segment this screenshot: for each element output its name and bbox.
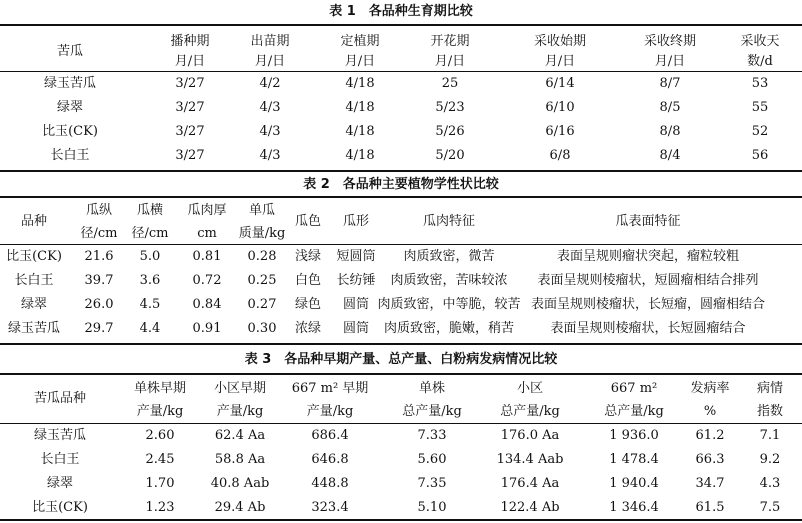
table1-data-cell: 4/2 — [259, 76, 281, 91]
table1-data-cell: 5/20 — [435, 148, 465, 163]
table3-data-cell: 7.5 — [759, 500, 781, 515]
table3-header-unit: 产量/kg — [136, 404, 184, 419]
table2-data-cell: 0.27 — [247, 297, 277, 312]
table1-header-cell: 采收天 — [740, 34, 780, 49]
table3-data-cell: 2.45 — [145, 452, 175, 467]
table3-bottom-rule — [0, 519, 802, 521]
table1-data-cell: 4/3 — [259, 148, 281, 163]
table1-bottom-rule — [0, 170, 802, 172]
table3-data-cell: 1 478.4 — [609, 452, 659, 467]
table1-header-cell: 出苗期 — [250, 34, 290, 49]
table3-data-cell: 绿翠 — [46, 476, 74, 491]
table2-data-cell: 21.6 — [84, 249, 114, 264]
table3-header-unit: 产量/kg — [306, 404, 354, 419]
table3-data-cell: 29.4 Ab — [214, 500, 266, 515]
table3-header-cell: 单株早期 — [133, 381, 187, 396]
table3-data-cell: 7.1 — [759, 428, 781, 443]
table1-data-cell: 3/27 — [175, 148, 205, 163]
table2-data-cell: 短圆筒 — [336, 249, 376, 264]
table2-data-cell: 4.4 — [139, 321, 161, 336]
table1-header-cell: 苦瓜 — [56, 44, 84, 59]
table3-data-cell: 5.10 — [417, 500, 447, 515]
table2-header-cell: 瓜色 — [294, 214, 322, 229]
table1-header-cell: 定植期 — [340, 34, 380, 49]
table2-data-cell: 0.28 — [247, 249, 277, 264]
table1-data-cell: 4/3 — [259, 100, 281, 115]
table2-data-cell: 表面呈规则棱瘤状，短圆瘤相结合排列 — [537, 273, 759, 288]
table2-data-cell: 表面呈规则棱瘤状，长短瘤，圆瘤相结合 — [530, 297, 766, 312]
table2-data-cell: 肉质致密，脆嫩，稍苦 — [383, 321, 515, 336]
table3-data-cell: 1.23 — [145, 500, 175, 515]
table2-data-cell: 绿玉苦瓜 — [7, 321, 61, 336]
table1-header-cell: 开花期 — [430, 34, 470, 49]
table3-caption: 表 3 各品种早期产量、总产量、白粉病发病情况比较 — [244, 352, 558, 367]
table1-data-cell: 长白王 — [50, 148, 90, 163]
table1-header-unit: 月/日 — [654, 54, 686, 69]
table1-header-unit: 月/日 — [434, 54, 466, 69]
table1-data-cell: 56 — [751, 148, 769, 163]
table2-header-unit: 径/cm — [80, 226, 118, 241]
table1-data-cell: 55 — [751, 100, 769, 115]
table3-header-unit: % — [703, 404, 717, 419]
table2-header-rule — [0, 244, 802, 245]
table1-data-cell: 6/16 — [545, 124, 575, 139]
table1-data-cell: 8/4 — [659, 148, 681, 163]
table3-data-cell: 448.8 — [311, 476, 349, 491]
table2-bottom-rule — [0, 343, 802, 345]
table2-data-cell: 29.7 — [84, 321, 114, 336]
table2-data-cell: 5.0 — [139, 249, 161, 264]
table1-data-cell: 4/18 — [345, 100, 375, 115]
table3-data-cell: 646.8 — [311, 452, 349, 467]
table3-header-unit: 总产量/kg — [604, 404, 664, 419]
table3-header-cell: 发病率 — [690, 381, 730, 396]
table3-data-cell: 58.8 Aa — [214, 452, 266, 467]
table3-header-cell: 667 m² 早期 — [291, 381, 369, 396]
table3-data-cell: 61.2 — [695, 428, 725, 443]
table1-data-cell: 3/27 — [175, 76, 205, 91]
table3-data-cell: 1 346.4 — [609, 500, 659, 515]
table3-data-cell: 122.4 Ab — [500, 500, 560, 515]
table3-data-cell: 9.2 — [759, 452, 781, 467]
table1-data-cell: 绿玉苦瓜 — [43, 76, 97, 91]
table2-data-cell: 肉质致密，微苦 — [403, 249, 495, 264]
table1-header-unit: 月/日 — [544, 54, 576, 69]
table2-header-unit: cm — [197, 226, 217, 241]
table3-data-cell: 1 936.0 — [609, 428, 659, 443]
table1-data-cell: 8/8 — [659, 124, 681, 139]
table3-data-cell: 323.4 — [311, 500, 349, 515]
table2-data-cell: 比玉(CK) — [6, 249, 62, 264]
table2-header-unit: 径/cm — [131, 226, 169, 241]
table3-data-cell: 1.70 — [145, 476, 175, 491]
table1-data-cell: 8/7 — [659, 76, 681, 91]
table2-caption: 表 2 各品种主要植物学性状比较 — [303, 177, 499, 192]
table2-data-cell: 0.72 — [192, 273, 222, 288]
table3-data-cell: 176.0 Aa — [500, 428, 560, 443]
table2-data-cell: 39.7 — [84, 273, 114, 288]
table2-header-cell: 瓜表面特征 — [615, 214, 681, 229]
table3-header-cell: 小区早期 — [213, 381, 267, 396]
table1-header-unit: 月/日 — [254, 54, 286, 69]
table2-header-unit: 质量/kg — [238, 226, 286, 241]
table2-header-cell: 瓜肉厚 — [187, 203, 227, 218]
table3-header-cell: 小区 — [516, 381, 544, 396]
table2-data-cell: 0.84 — [192, 297, 222, 312]
table2-data-cell: 长纺锤 — [336, 273, 376, 288]
table1-data-cell: 比玉(CK) — [42, 124, 98, 139]
table3-data-cell: 40.8 Aab — [210, 476, 270, 491]
table3-data-cell: 62.4 Aa — [214, 428, 266, 443]
table1-data-cell: 4/18 — [345, 76, 375, 91]
table2-data-cell: 肉质致密，苦味较浓 — [390, 273, 508, 288]
table2-data-cell: 白色 — [294, 273, 322, 288]
table3-header-cell: 苦瓜品种 — [33, 391, 87, 406]
table1-data-cell: 3/27 — [175, 124, 205, 139]
table2-data-cell: 26.0 — [84, 297, 114, 312]
table2-data-cell: 表面呈规则棱瘤状，长短圆瘤结合 — [550, 321, 746, 336]
table1-data-cell: 8/5 — [659, 100, 681, 115]
table1-header-unit: 月/日 — [344, 54, 376, 69]
table3-data-cell: 176.4 Aa — [500, 476, 560, 491]
table2-data-cell: 浓绿 — [294, 321, 322, 336]
table3-top-rule — [0, 373, 802, 375]
table2-top-rule — [0, 196, 802, 198]
table1-data-cell: 6/10 — [545, 100, 575, 115]
table3-data-cell: 绿玉苦瓜 — [33, 428, 87, 443]
table3-data-cell: 4.3 — [759, 476, 781, 491]
table3-data-cell: 686.4 — [311, 428, 349, 443]
table2-header-cell: 单瓜 — [248, 203, 276, 218]
table1-header-cell: 采收终期 — [643, 34, 697, 49]
table3-data-cell: 66.3 — [695, 452, 725, 467]
table2-data-cell: 肉质致密，中等脆，较苦 — [377, 297, 521, 312]
table1-data-cell: 5/26 — [435, 124, 465, 139]
table1-header-cell: 播种期 — [170, 34, 210, 49]
table3-header-unit: 总产量/kg — [402, 404, 462, 419]
table3-data-cell: 比玉(CK) — [32, 500, 88, 515]
table2-header-cell: 瓜肉特征 — [422, 214, 476, 229]
table3-header-unit: 指数 — [756, 404, 784, 419]
table3-data-cell: 1 940.4 — [609, 476, 659, 491]
table2-data-cell: 浅绿 — [294, 249, 322, 264]
table1-data-cell: 53 — [751, 76, 769, 91]
table1-data-cell: 52 — [751, 124, 769, 139]
table1-data-cell: 5/23 — [435, 100, 465, 115]
table2-data-cell: 0.81 — [192, 249, 222, 264]
table2-data-cell: 3.6 — [139, 273, 161, 288]
table3-header-cell: 病情 — [756, 381, 784, 396]
table2-data-cell: 绿翠 — [20, 297, 48, 312]
table1-top-rule — [0, 24, 802, 26]
table1-header-unit: 数/d — [747, 54, 773, 69]
table2-header-cell: 瓜横 — [136, 203, 164, 218]
table1-data-cell: 4/18 — [345, 124, 375, 139]
table3-header-unit: 总产量/kg — [500, 404, 560, 419]
table2-data-cell: 表面呈规则瘤状突起，瘤粒较粗 — [556, 249, 740, 264]
table1-data-cell: 6/14 — [545, 76, 575, 91]
table1-data-cell: 6/8 — [549, 148, 571, 163]
table2-header-cell: 品种 — [20, 214, 48, 229]
table3-data-cell: 34.7 — [695, 476, 725, 491]
table3-header-cell: 单株 — [418, 381, 446, 396]
table1-data-cell: 3/27 — [175, 100, 205, 115]
table2-data-cell: 4.5 — [139, 297, 161, 312]
table2-header-cell: 瓜形 — [342, 214, 370, 229]
table1-data-cell: 4/3 — [259, 124, 281, 139]
table3-data-cell: 61.5 — [695, 500, 725, 515]
table2-data-cell: 长白王 — [14, 273, 54, 288]
table2-data-cell: 圆筒 — [342, 297, 370, 312]
table1-header-rule — [0, 71, 802, 72]
table3-data-cell: 7.35 — [417, 476, 447, 491]
table1-header-cell: 采收始期 — [533, 34, 587, 49]
table3-data-cell: 2.60 — [145, 428, 175, 443]
table2-data-cell: 0.25 — [247, 273, 277, 288]
table3-data-cell: 5.60 — [417, 452, 447, 467]
table3-data-cell: 长白王 — [40, 452, 80, 467]
table2-header-cell: 瓜纵 — [85, 203, 113, 218]
table2-data-cell: 绿色 — [294, 297, 322, 312]
table2-data-cell: 0.91 — [192, 321, 222, 336]
table3-header-rule — [0, 423, 802, 424]
table1-data-cell: 绿翠 — [56, 100, 84, 115]
table1-caption: 表 1 各品种生育期比较 — [329, 4, 473, 19]
table2-data-cell: 圆筒 — [342, 321, 370, 336]
table3-header-unit: 产量/kg — [216, 404, 264, 419]
table3-data-cell: 134.4 Aab — [496, 452, 564, 467]
table1-data-cell: 4/18 — [345, 148, 375, 163]
table1-header-unit: 月/日 — [174, 54, 206, 69]
table2-data-cell: 0.30 — [247, 321, 277, 336]
table3-header-cell: 667 m² — [610, 381, 658, 396]
table1-data-cell: 25 — [441, 76, 459, 91]
table3-data-cell: 7.33 — [417, 428, 447, 443]
